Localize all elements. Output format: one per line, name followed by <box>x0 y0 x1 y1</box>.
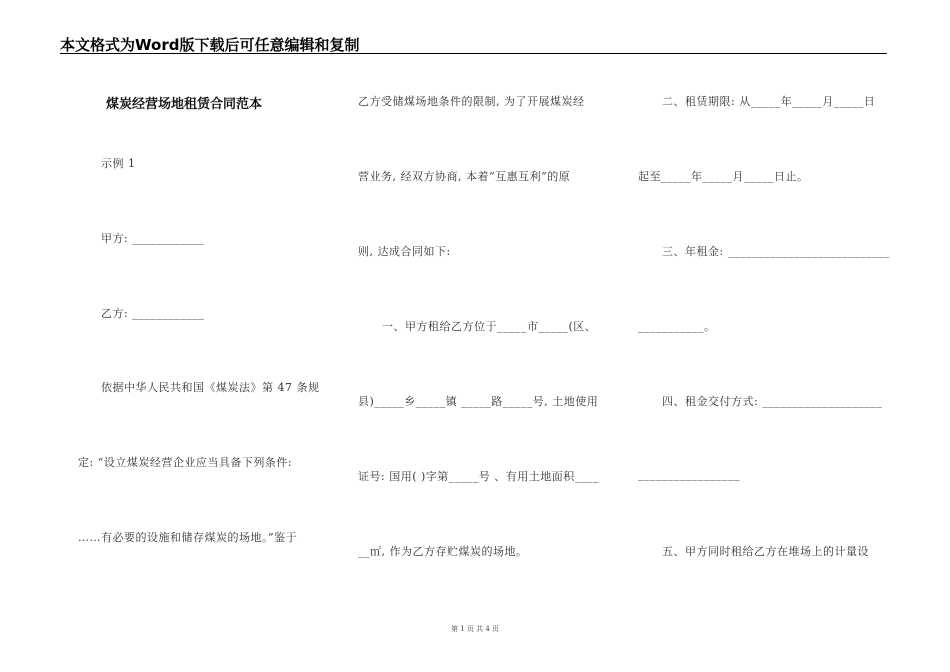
text-line: 四、租金交付方式: ____________________ <box>662 395 883 408</box>
document-header: 本文格式为Word版下载后可任意编辑和复制 <box>60 36 360 54</box>
text-line: 起至_____年_____月_____日止。 <box>638 170 809 183</box>
text-line: 依据中华人民共和国《煤炭法》第 47 条规 <box>101 381 320 394</box>
text-line: __㎡, 作为乙方存贮煤炭的场地。 <box>358 545 528 558</box>
text-line: 证号: 国用( )字第_____号 、有用土地面积____ <box>358 470 599 483</box>
text-line: ___________。 <box>638 320 716 333</box>
example-label: 示例 1 <box>101 157 136 170</box>
text-line: _________________ <box>638 468 740 481</box>
text-line: ……有必要的设施和储存煤炭的场地。”鉴于 <box>78 531 298 544</box>
header-divider <box>60 53 887 54</box>
text-line: 三、年租金: ___________________________ <box>662 245 890 258</box>
text-line: 一、甲方租给乙方位于_____市_____(区、 <box>382 320 597 333</box>
text-line: 营业务, 经双方协商, 本着“互惠互利”的原 <box>358 170 571 183</box>
text-line: 定: “设立煤炭经营企业应当具备下列条件: <box>78 456 293 469</box>
text-line: 二、租赁期限: 从_____年_____月_____日 <box>662 95 876 108</box>
text-line: 乙方受储煤场地条件的限制, 为了开展煤炭经 <box>358 95 585 108</box>
party-b-line: 乙方: ____________ <box>101 307 205 320</box>
document-title: 煤炭经营场地租赁合同范本 <box>106 97 263 112</box>
text-line: 五、甲方同时租给乙方在堆场上的计量设 <box>662 545 869 558</box>
text-line: 县)_____乡_____镇 _____路_____号, 土地使用 <box>358 395 599 408</box>
page-number: 第 1 页 共 4 页 <box>450 625 500 633</box>
party-a-line: 甲方: ____________ <box>101 232 205 245</box>
text-line: 则, 达成合同如下: <box>358 245 451 258</box>
